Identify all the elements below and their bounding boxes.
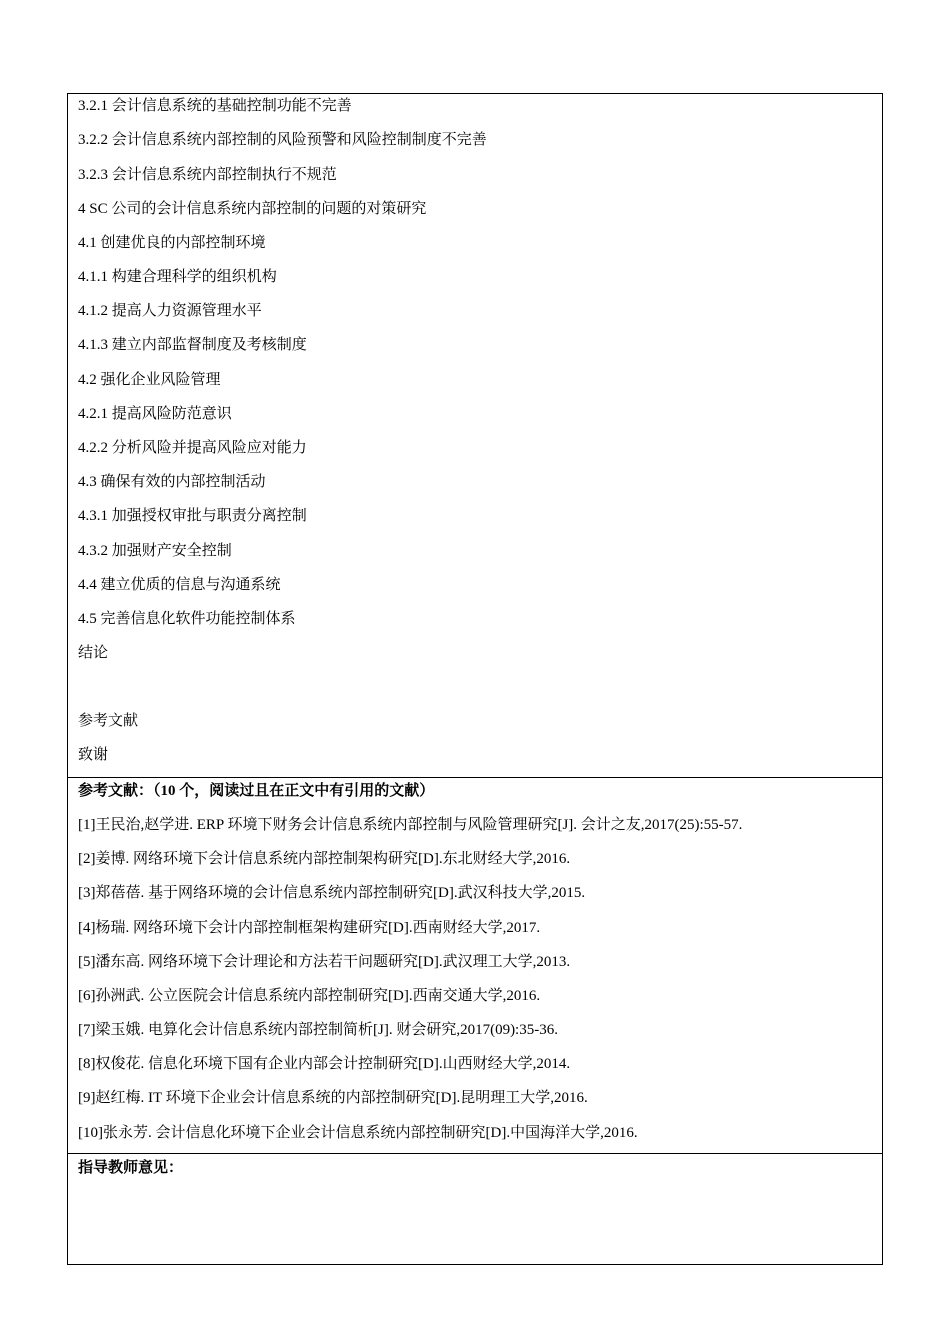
toc-item: 4.2 强化企业风险管理 [78, 372, 221, 388]
reference-item: [7]梁玉娥. 电算化会计信息系统内部控制简析[J]. 财会研究,2017(09):35-36. [78, 1022, 558, 1038]
references-section [68, 777, 882, 1153]
toc-item: 4.3.2 加强财产安全控制 [78, 543, 232, 559]
toc-item: 4 SC 公司的会计信息系统内部控制的问题的对策研究 [78, 201, 427, 217]
reference-item: [6]孙洲武. 公立医院会计信息系统内部控制研究[D].西南交通大学,2016. [78, 988, 541, 1004]
reference-item: [5]潘东高. 网络环境下会计理论和方法若干问题研究[D].武汉理工大学,2013. [78, 954, 571, 970]
advisor-opinion-section [68, 1153, 882, 1264]
toc-item: 4.1.2 提高人力资源管理水平 [78, 303, 262, 319]
toc-item: 4.1 创建优良的内部控制环境 [78, 235, 266, 251]
reference-item: [1]王民治,赵学进. ERP 环境下财务会计信息系统内部控制与风险管理研究[J]. 会计之友,2017(25):55-57. [78, 817, 743, 833]
form-table [67, 93, 883, 1265]
toc-item: 参考文献 [78, 713, 139, 729]
toc-item: 致谢 [78, 747, 109, 763]
toc-item: 4.3 确保有效的内部控制活动 [78, 474, 266, 490]
toc-item: 3.2.3 会计信息系统内部控制执行不规范 [78, 167, 337, 183]
toc-item: 4.4 建立优质的信息与沟通系统 [78, 577, 281, 593]
reference-item: [3]郑蓓蓓. 基于网络环境的会计信息系统内部控制研究[D].武汉科技大学,2015. [78, 885, 586, 901]
reference-item: [4]杨瑞. 网络环境下会计内部控制框架构建研究[D].西南财经大学,2017. [78, 920, 541, 936]
reference-item: [8]权俊花. 信息化环境下国有企业内部会计控制研究[D].山西财经大学,2014. [78, 1056, 571, 1072]
toc-item: 4.2.2 分析风险并提高风险应对能力 [78, 440, 307, 456]
advisor-opinion-heading: 指导教师意见： [78, 1160, 184, 1176]
reference-item: [10]张永芳. 会计信息化环境下企业会计信息系统内部控制研究[D].中国海洋大学,2016. [78, 1125, 638, 1141]
reference-item: [9]赵红梅. IT 环境下企业会计信息系统的内部控制研究[D].昆明理工大学,2016. [78, 1090, 588, 1106]
toc-item: 4.5 完善信息化软件功能控制体系 [78, 611, 296, 627]
toc-item: 3.2.1 会计信息系统的基础控制功能不完善 [78, 98, 352, 114]
references-heading: 参考文献：（10 个，阅读过且在正文中有引用的文献） [78, 783, 435, 799]
toc-item: 4.1.3 建立内部监督制度及考核制度 [78, 337, 307, 353]
toc-item: 4.2.1 提高风险防范意识 [78, 406, 232, 422]
toc-item: 3.2.2 会计信息系统内部控制的风险预警和风险控制制度不完善 [78, 132, 487, 148]
reference-item: [2]姜博. 网络环境下会计信息系统内部控制架构研究[D].东北财经大学,2016. [78, 851, 571, 867]
toc-section [68, 94, 882, 777]
toc-item: 4.3.1 加强授权审批与职责分离控制 [78, 508, 307, 524]
toc-item: 结论 [78, 645, 109, 661]
toc-item: 4.1.1 构建合理科学的组织机构 [78, 269, 277, 285]
